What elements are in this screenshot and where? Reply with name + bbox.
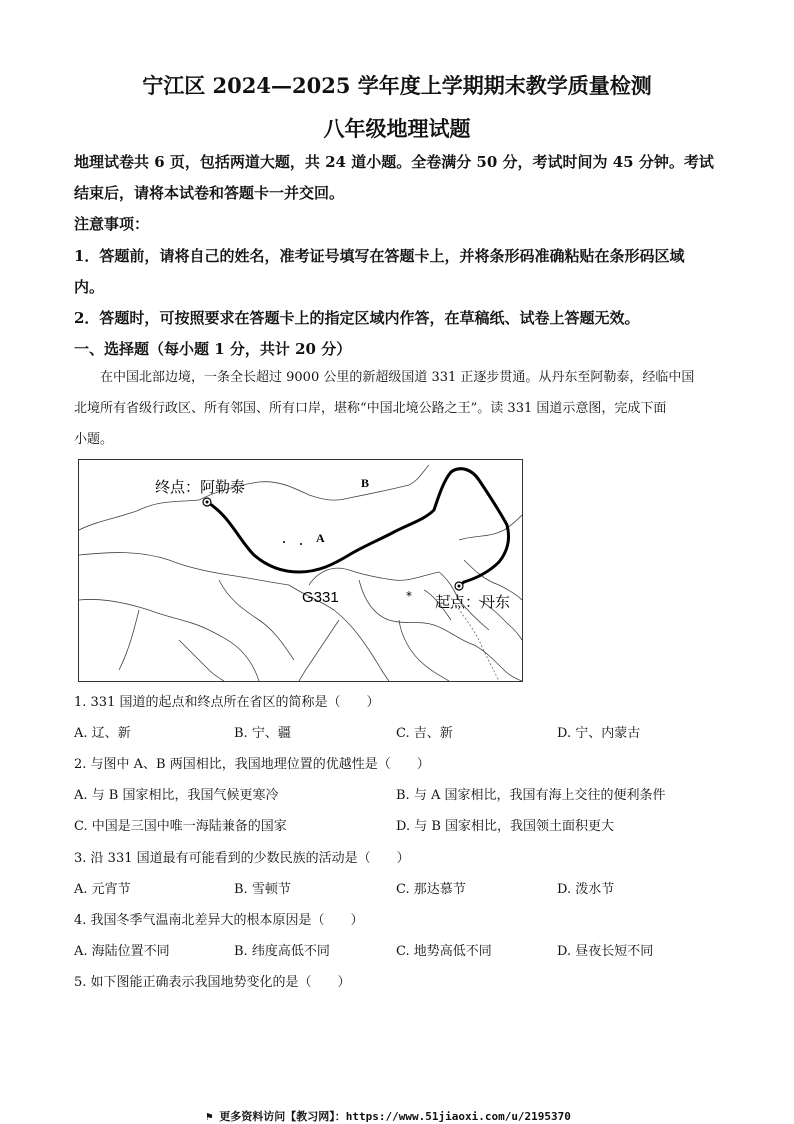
route-label: G331 [302,589,339,606]
intro-line-1: 地理试卷共 6 页，包括两道大题，共 24 道小题。全卷满分 50 分，考试时间为 45 分钟。考试 [74,153,714,171]
question-1-stem: 1. 331 国道的起点和终点所在省区的简称是（ ） [74,695,380,710]
question-3-option-a: A. 元宵节 [74,882,131,897]
border-line [299,620,339,681]
question-2-option-c: C. 中国是三国中唯一海陆兼备的国家 [74,819,287,834]
notes-heading: 注意事项： [74,215,150,233]
border-line [309,568,439,585]
end-point-label: 终点：阿勒泰 [155,479,246,496]
page-title: 宁江区 2024—2025 学年度上学期期末教学质量检测 [142,73,652,98]
footer [206,1108,571,1124]
question-4-option-d: D. 昼夜长短不同 [557,944,654,959]
border-line [474,645,522,681]
start-point-marker-dot [458,585,461,588]
border-line [399,620,449,681]
border-line [179,640,224,681]
question-3-option-b: B. 雪顿节 [234,882,291,897]
notes-item-1-line-1: 1．答题前，请将自己的姓名，准考证号填写在答题卡上，并将条形码准确粘贴在条形码区域 [74,247,685,265]
route-map [78,459,523,682]
end-point-marker-dot [206,501,209,504]
passage-line-3: 小题。 [74,432,114,447]
passage-line-2: 北境所有省级行政区、所有邻国、所有口岸，堪称“中国北境公路之王”。读 331 国道示意图，完成下面 [74,401,667,416]
g331-route [207,469,509,586]
question-3-option-d: D. 泼水节 [557,882,615,897]
border-line [79,599,259,681]
section-heading: 一、选择题（每小题 1 分，共计 20 分） [74,340,352,358]
start-point-label: 起点：丹东 [435,594,511,611]
question-4-option-a: A. 海陆位置不同 [74,944,170,959]
question-3-stem: 3. 沿 331 国道最有可能看到的少数民族的活动是（ ） [74,851,410,866]
question-1-option-b: B. 宁、疆 [234,726,291,741]
footer-link[interactable]: 更多资料访问【教习网】：https://www.51jiaoxi.com/u/2195370 [219,1110,571,1123]
capital-star-icon: * [406,589,412,603]
question-1-option-d: D. 宁、内蒙古 [557,726,641,741]
border-line [219,580,294,660]
question-4-stem: 4. 我国冬季气温南北差异大的根本原因是（ ） [74,913,364,928]
border-line [459,515,522,540]
question-2-option-a: A. 与 B 国家相比，我国气候更寒冷 [74,788,279,803]
question-3-option-c: C. 那达慕节 [396,882,466,897]
question-1-option-a: A. 辽、新 [74,726,131,741]
notes-item-1-line-2: 内。 [74,278,105,296]
flag-icon: ⚑ [206,1110,213,1123]
question-2-stem: 2. 与图中 A、B 两国相比，我国地理位置的优越性是（ ） [74,757,430,772]
country-a-label: A [316,531,325,545]
country-b-label: B [361,476,370,490]
border-line [79,500,199,530]
map-dot [283,541,285,543]
notes-item-2: 2．答题时，可按照要求在答题卡上的指定区域内作答，在草稿纸、试卷上答题无效。 [74,309,640,327]
question-2-option-d: D. 与 B 国家相比，我国领土面积更大 [396,819,615,834]
question-1-option-c: C. 吉、新 [396,726,453,741]
page-subtitle: 八年级地理试题 [323,116,471,141]
question-4-option-b: B. 纬度高低不同 [234,944,330,959]
border-line [119,610,139,670]
intro-line-2: 结束后，请将本试卷和答题卡一并交回。 [74,184,345,202]
question-4-option-c: C. 地势高低不同 [396,944,492,959]
map-dot [300,543,302,545]
route-map-drawing [79,460,522,681]
question-2-option-b: B. 与 A 国家相比，我国有海上交往的便利条件 [396,788,666,803]
passage-line-1: 在中国北部边境，一条全长超过 9000 公里的新超级国道 331 正逐步贯通。从丹东至阿勒泰，经临中国 [100,370,695,385]
question-5-stem: 5. 如下图能正确表示我国地势变化的是（ ） [74,975,351,990]
